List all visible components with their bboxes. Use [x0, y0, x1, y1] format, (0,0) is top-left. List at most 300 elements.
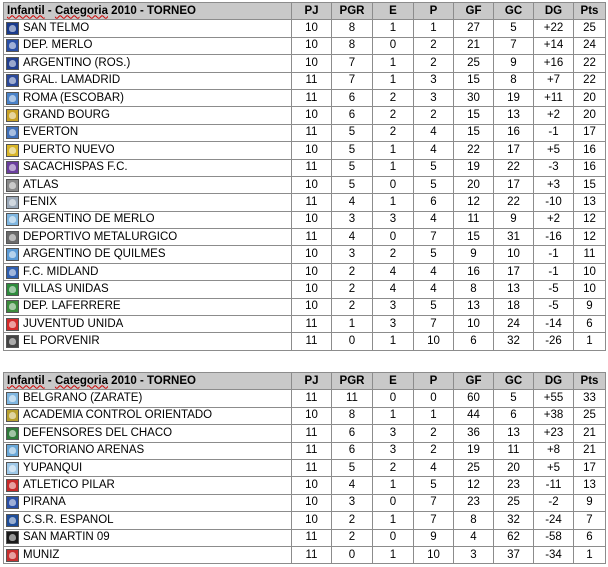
- stat-gc: 62: [494, 529, 534, 546]
- team-crest-icon: [6, 248, 19, 261]
- column-header-e: E: [373, 3, 414, 20]
- team-cell: [4, 298, 292, 315]
- standings-table-2: [3, 372, 606, 564]
- team-cell: [4, 176, 292, 193]
- team-cell: [4, 390, 292, 407]
- stat-e: 0: [373, 390, 414, 407]
- team-name: ATLAS: [23, 178, 59, 191]
- stat-p: 7: [414, 494, 454, 511]
- team-name: DEPORTIVO METALURGICO: [23, 230, 178, 243]
- stat-p: 9: [414, 529, 454, 546]
- stat-pts: 10: [574, 281, 606, 298]
- team-name: YUPANQUI: [23, 461, 83, 474]
- team-cell: [4, 494, 292, 511]
- team-cell: [4, 316, 292, 333]
- stat-pj: 11: [292, 316, 332, 333]
- stat-pts: 33: [574, 390, 606, 407]
- stat-dg: +5: [534, 459, 574, 476]
- team-name: ACADEMIA CONTROL ORIENTADO: [23, 409, 213, 422]
- team-crest-icon: [6, 179, 19, 192]
- stat-pj: 10: [292, 142, 332, 159]
- stat-gc: 7: [494, 37, 534, 54]
- stat-pts: 13: [574, 194, 606, 211]
- column-header-gf: GF: [454, 373, 494, 390]
- stat-gc: 6: [494, 407, 534, 424]
- stat-gc: 10: [494, 246, 534, 263]
- table-row: [4, 442, 606, 459]
- team-cell: [4, 477, 292, 494]
- stat-gf: 22: [454, 142, 494, 159]
- stat-gf: 13: [454, 298, 494, 315]
- stat-e: 1: [373, 546, 414, 563]
- table-row: [4, 298, 606, 315]
- team-cell: [4, 107, 292, 124]
- team-name: FENIX: [23, 195, 57, 208]
- stat-pts: 16: [574, 142, 606, 159]
- stat-e: 4: [373, 281, 414, 298]
- stat-gf: 6: [454, 333, 494, 350]
- stat-e: 1: [373, 55, 414, 72]
- stat-e: 2: [373, 107, 414, 124]
- stat-gf: 20: [454, 176, 494, 193]
- stat-pts: 11: [574, 246, 606, 263]
- stat-pgr: 8: [332, 37, 373, 54]
- stat-pgr: 2: [332, 298, 373, 315]
- stat-pj: 10: [292, 407, 332, 424]
- stat-gf: 44: [454, 407, 494, 424]
- stat-dg: +14: [534, 37, 574, 54]
- stat-gf: 36: [454, 425, 494, 442]
- stat-e: 2: [373, 459, 414, 476]
- stat-dg: +23: [534, 425, 574, 442]
- table-row: [4, 176, 606, 193]
- stat-gc: 37: [494, 546, 534, 563]
- stat-e: 0: [373, 37, 414, 54]
- stat-gf: 12: [454, 194, 494, 211]
- stat-gc: 22: [494, 159, 534, 176]
- table-row: [4, 333, 606, 350]
- table-row: [4, 159, 606, 176]
- team-crest-icon: [6, 514, 19, 527]
- stat-gc: 8: [494, 72, 534, 89]
- stat-pgr: 2: [332, 263, 373, 280]
- stat-pts: 21: [574, 442, 606, 459]
- stat-e: 2: [373, 246, 414, 263]
- stat-dg: +3: [534, 176, 574, 193]
- stat-pj: 11: [292, 89, 332, 106]
- stat-p: 2: [414, 37, 454, 54]
- stat-pts: 20: [574, 89, 606, 106]
- stat-e: 3: [373, 442, 414, 459]
- team-cell: [4, 211, 292, 228]
- team-cell: [4, 459, 292, 476]
- stat-pgr: 2: [332, 281, 373, 298]
- stat-dg: -34: [534, 546, 574, 563]
- stat-e: 0: [373, 529, 414, 546]
- team-cell: [4, 407, 292, 424]
- team-crest-icon: [6, 479, 19, 492]
- stat-dg: +38: [534, 407, 574, 424]
- table-header-row: [4, 3, 606, 20]
- stat-gc: 32: [494, 333, 534, 350]
- stat-p: 4: [414, 124, 454, 141]
- stat-dg: +8: [534, 442, 574, 459]
- stat-gf: 16: [454, 263, 494, 280]
- stat-gf: 19: [454, 159, 494, 176]
- stat-dg: +16: [534, 55, 574, 72]
- team-crest-icon: [6, 196, 19, 209]
- team-cell: [4, 281, 292, 298]
- team-name: BELGRANO (ZARATE): [23, 392, 143, 405]
- stat-e: 3: [373, 316, 414, 333]
- stat-pgr: 6: [332, 107, 373, 124]
- stat-pj: 10: [292, 281, 332, 298]
- team-cell: [4, 512, 292, 529]
- stat-e: 2: [373, 89, 414, 106]
- stat-e: 2: [373, 124, 414, 141]
- stat-pj: 11: [292, 529, 332, 546]
- stat-p: 4: [414, 281, 454, 298]
- stat-pts: 9: [574, 494, 606, 511]
- table-row: [4, 477, 606, 494]
- team-crest-icon: [6, 126, 19, 139]
- stat-pgr: 5: [332, 159, 373, 176]
- stat-p: 1: [414, 407, 454, 424]
- table-title: Infantil - Categoria 2010 - TORNEO: [4, 3, 292, 20]
- column-header-gf: GF: [454, 3, 494, 20]
- table-row: [4, 55, 606, 72]
- stat-dg: -14: [534, 316, 574, 333]
- column-header-p: P: [414, 3, 454, 20]
- stat-pgr: 5: [332, 176, 373, 193]
- stat-pgr: 7: [332, 55, 373, 72]
- table-row: [4, 263, 606, 280]
- stat-dg: +11: [534, 89, 574, 106]
- stat-gc: 20: [494, 459, 534, 476]
- team-cell: [4, 37, 292, 54]
- stat-gc: 9: [494, 55, 534, 72]
- column-header-pgr: PGR: [332, 373, 373, 390]
- stat-p: 2: [414, 442, 454, 459]
- team-crest-icon: [6, 409, 19, 422]
- column-header-dg: DG: [534, 3, 574, 20]
- stat-dg: +22: [534, 20, 574, 37]
- stat-pj: 11: [292, 390, 332, 407]
- column-header-gc: GC: [494, 373, 534, 390]
- stat-p: 10: [414, 333, 454, 350]
- stat-pts: 16: [574, 159, 606, 176]
- stat-gf: 27: [454, 20, 494, 37]
- stat-e: 1: [373, 159, 414, 176]
- stat-pts: 24: [574, 37, 606, 54]
- stat-pj: 10: [292, 37, 332, 54]
- stat-gf: 11: [454, 211, 494, 228]
- team-name: SAN TELMO: [23, 22, 90, 35]
- team-crest-icon: [6, 462, 19, 475]
- stat-e: 0: [373, 176, 414, 193]
- stat-gc: 19: [494, 89, 534, 106]
- stat-pts: 1: [574, 546, 606, 563]
- stat-pgr: 6: [332, 425, 373, 442]
- stat-p: 7: [414, 229, 454, 246]
- stat-pj: 11: [292, 124, 332, 141]
- stat-pts: 20: [574, 107, 606, 124]
- team-name: F.C. MIDLAND: [23, 265, 99, 278]
- table-row: [4, 529, 606, 546]
- stat-pgr: 2: [332, 529, 373, 546]
- stat-e: 3: [373, 298, 414, 315]
- stat-pj: 11: [292, 425, 332, 442]
- stat-dg: -58: [534, 529, 574, 546]
- table-row: [4, 37, 606, 54]
- stat-pgr: 8: [332, 407, 373, 424]
- stat-dg: -5: [534, 281, 574, 298]
- team-name: GRAND BOURG: [23, 109, 110, 122]
- team-cell: [4, 124, 292, 141]
- stat-p: 4: [414, 211, 454, 228]
- team-crest-icon: [6, 300, 19, 313]
- team-name: EL PORVENIR: [23, 335, 100, 348]
- stat-gf: 15: [454, 72, 494, 89]
- table-header-row: [4, 373, 606, 390]
- team-crest-icon: [6, 266, 19, 279]
- column-header-e: E: [373, 373, 414, 390]
- stat-pgr: 3: [332, 211, 373, 228]
- stat-e: 1: [373, 407, 414, 424]
- team-name: DEP. LAFERRERE: [23, 300, 121, 313]
- team-name: EVERTON: [23, 126, 79, 139]
- stat-pgr: 3: [332, 246, 373, 263]
- table-row: [4, 512, 606, 529]
- stat-e: 0: [373, 229, 414, 246]
- team-crest-icon: [6, 74, 19, 87]
- table-row: [4, 229, 606, 246]
- stat-p: 4: [414, 142, 454, 159]
- stat-e: 1: [373, 512, 414, 529]
- stat-pgr: 4: [332, 194, 373, 211]
- stat-pts: 21: [574, 425, 606, 442]
- stat-dg: +2: [534, 211, 574, 228]
- stat-p: 10: [414, 546, 454, 563]
- stat-pj: 10: [292, 176, 332, 193]
- team-name: ARGENTINO DE QUILMES: [23, 248, 166, 261]
- stat-dg: -1: [534, 124, 574, 141]
- team-crest-icon: [6, 444, 19, 457]
- team-cell: [4, 159, 292, 176]
- team-name: GRAL. LAMADRID: [23, 74, 121, 87]
- stat-dg: +7: [534, 72, 574, 89]
- stat-pts: 6: [574, 316, 606, 333]
- stat-gf: 21: [454, 37, 494, 54]
- stat-pj: 10: [292, 211, 332, 228]
- table-row: [4, 142, 606, 159]
- stat-pts: 9: [574, 298, 606, 315]
- standings-table-1: [3, 2, 606, 351]
- team-name: ATLETICO PILAR: [23, 479, 115, 492]
- stat-gc: 5: [494, 20, 534, 37]
- stat-e: 0: [373, 494, 414, 511]
- table-title: Infantil - Categoria 2010 - TORNEO: [4, 373, 292, 390]
- stat-pgr: 3: [332, 494, 373, 511]
- stat-pgr: 7: [332, 72, 373, 89]
- team-name: C.S.R. ESPANOL: [23, 513, 114, 526]
- team-cell: [4, 333, 292, 350]
- stat-gf: 8: [454, 281, 494, 298]
- stat-pj: 10: [292, 55, 332, 72]
- table-row: [4, 72, 606, 89]
- team-crest-icon: [6, 57, 19, 70]
- stat-pj: 11: [292, 442, 332, 459]
- stat-pgr: 0: [332, 546, 373, 563]
- team-name: VILLAS UNIDAS: [23, 282, 109, 295]
- stat-p: 5: [414, 477, 454, 494]
- stat-dg: -1: [534, 263, 574, 280]
- stat-gc: 18: [494, 298, 534, 315]
- team-crest-icon: [6, 549, 19, 562]
- stat-pj: 10: [292, 477, 332, 494]
- stat-gc: 17: [494, 142, 534, 159]
- stat-gc: 25: [494, 494, 534, 511]
- stat-e: 4: [373, 263, 414, 280]
- team-name: PIRANA: [23, 496, 66, 509]
- stat-e: 3: [373, 425, 414, 442]
- stat-pj: 10: [292, 246, 332, 263]
- stat-pgr: 4: [332, 229, 373, 246]
- stat-gc: 16: [494, 124, 534, 141]
- team-name: PUERTO NUEVO: [23, 143, 115, 156]
- stat-pts: 1: [574, 333, 606, 350]
- stat-gf: 60: [454, 390, 494, 407]
- team-cell: [4, 55, 292, 72]
- stat-pj: 11: [292, 229, 332, 246]
- stat-gf: 15: [454, 124, 494, 141]
- stat-e: 1: [373, 72, 414, 89]
- stat-dg: +55: [534, 390, 574, 407]
- table-row: [4, 494, 606, 511]
- stat-pgr: 2: [332, 512, 373, 529]
- table-row: [4, 211, 606, 228]
- stat-pts: 17: [574, 459, 606, 476]
- team-crest-icon: [6, 318, 19, 331]
- stat-pgr: 5: [332, 124, 373, 141]
- team-name: DEFENSORES DEL CHACO: [23, 426, 173, 439]
- stat-pj: 10: [292, 512, 332, 529]
- stat-dg: -11: [534, 477, 574, 494]
- stat-p: 7: [414, 512, 454, 529]
- team-cell: [4, 72, 292, 89]
- stat-p: 3: [414, 89, 454, 106]
- stat-pts: 15: [574, 176, 606, 193]
- stat-gc: 13: [494, 107, 534, 124]
- stat-pts: 12: [574, 211, 606, 228]
- stat-gc: 24: [494, 316, 534, 333]
- team-cell: [4, 425, 292, 442]
- stat-gc: 11: [494, 442, 534, 459]
- team-cell: [4, 246, 292, 263]
- team-crest-icon: [6, 496, 19, 509]
- column-header-pts: Pts: [574, 3, 606, 20]
- stat-p: 5: [414, 176, 454, 193]
- stat-dg: +5: [534, 142, 574, 159]
- stat-dg: +2: [534, 107, 574, 124]
- stat-p: 2: [414, 55, 454, 72]
- stat-p: 1: [414, 20, 454, 37]
- stat-pj: 11: [292, 459, 332, 476]
- team-name: ARGENTINO DE MERLO: [23, 213, 155, 226]
- team-name: MUNIZ: [23, 548, 60, 561]
- team-name: SAN MARTIN 09: [23, 531, 110, 544]
- stat-p: 3: [414, 72, 454, 89]
- stat-dg: -2: [534, 494, 574, 511]
- table-row: [4, 281, 606, 298]
- stat-gc: 23: [494, 477, 534, 494]
- table-row: [4, 89, 606, 106]
- stat-gc: 13: [494, 425, 534, 442]
- team-crest-icon: [6, 392, 19, 405]
- stat-pgr: 6: [332, 442, 373, 459]
- stat-gf: 4: [454, 529, 494, 546]
- table-row: [4, 390, 606, 407]
- stat-gc: 32: [494, 512, 534, 529]
- stat-pgr: 1: [332, 316, 373, 333]
- team-name: SACACHISPAS F.C.: [23, 161, 128, 174]
- stat-pj: 10: [292, 20, 332, 37]
- column-header-pgr: PGR: [332, 3, 373, 20]
- team-name: ROMA (ESCOBAR): [23, 91, 124, 104]
- stat-p: 5: [414, 298, 454, 315]
- table-row: [4, 107, 606, 124]
- stat-pts: 25: [574, 20, 606, 37]
- stat-pj: 11: [292, 159, 332, 176]
- stat-pj: 10: [292, 107, 332, 124]
- stat-pgr: 8: [332, 20, 373, 37]
- stat-gc: 13: [494, 281, 534, 298]
- stat-pts: 10: [574, 263, 606, 280]
- stat-pts: 22: [574, 72, 606, 89]
- stat-gf: 10: [454, 316, 494, 333]
- stat-p: 5: [414, 159, 454, 176]
- stat-gc: 5: [494, 390, 534, 407]
- team-name: ARGENTINO (ROS.): [23, 56, 131, 69]
- table-row: [4, 546, 606, 563]
- column-header-pts: Pts: [574, 373, 606, 390]
- stat-e: 1: [373, 20, 414, 37]
- stat-p: 4: [414, 263, 454, 280]
- stat-gc: 9: [494, 211, 534, 228]
- stat-gf: 19: [454, 442, 494, 459]
- stat-gf: 23: [454, 494, 494, 511]
- stat-pts: 12: [574, 229, 606, 246]
- stat-gc: 17: [494, 176, 534, 193]
- team-crest-icon: [6, 335, 19, 348]
- stat-dg: -5: [534, 298, 574, 315]
- stat-e: 1: [373, 142, 414, 159]
- table-row: [4, 407, 606, 424]
- stat-p: 5: [414, 246, 454, 263]
- team-crest-icon: [6, 22, 19, 35]
- stat-gf: 15: [454, 229, 494, 246]
- stat-gf: 15: [454, 107, 494, 124]
- team-crest-icon: [6, 283, 19, 296]
- stat-gf: 9: [454, 246, 494, 263]
- stat-pts: 13: [574, 477, 606, 494]
- table-row: [4, 20, 606, 37]
- stat-gf: 25: [454, 55, 494, 72]
- team-cell: [4, 142, 292, 159]
- team-crest-icon: [6, 161, 19, 174]
- stat-dg: -1: [534, 246, 574, 263]
- stat-gc: 22: [494, 194, 534, 211]
